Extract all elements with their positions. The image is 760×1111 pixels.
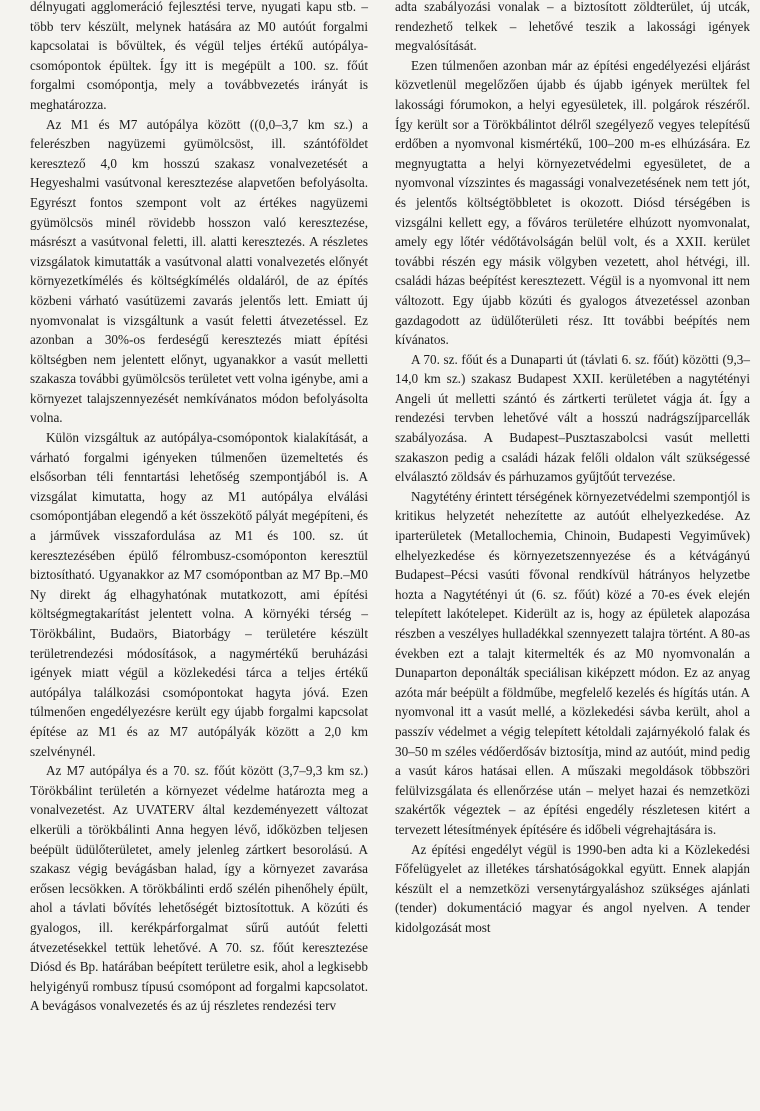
paragraph-right-3: A 70. sz. főút és a Dunaparti út (távlati 6. sz. főút) közötti (9,3–14,0 km sz.) szakasz Budapest XXII. kerületében a nagytétényi Angeli út melletti szántó és zártkerti területet vágja át. Így a rendezési tervben lehetővé vált a hosszú nadrágszíjparcellák szabályozása. A Budapest–Pusztaszabolcsi vasút melletti szakaszon pedig a családi házak felőli oldalon vált szükségessé elválasztó zöldsáv és párhuzamos gyűjtőút tervezése. [395,351,750,485]
paragraph-left-1: délnyugati agglomeráció fejlesztési terve, nyugati kapu stb. – több terv készült, melynek hatására az M0 autóút forgalmi kapcsolatai is bővültek, és végül teljes értékű autópálya- csomópontok épültek. Így itt is megépült a 100. sz. főút forgalmi csomópontja, mely a továbbvezetés irányát is meghatározza. [30,0,368,112]
left-column [30,0,368,1111]
paragraph-left-2: Az M1 és M7 autópálya között ((0,0–3,7 km sz.) a felerészben nagyüzemi gyümölcsöst, ill. szántóföldet keresztező 4,0 km hosszú szakasz vonalvezetését a Hegyeshalmi vasútvonal keresztezése alapvetően befolyásolta. Egyrészt fontos szempont volt az értékes nagyüzemi gyümölcsös minél rövidebb hosszon való keresztezése, másrészt a vasútvonal feletti, ill. alatti keresztezés. A részletes vizsgálatok kimutatták a vasútvonal alatti vonalvezetés előnyét környezetkímélés és költségkímélés oldaláról, de az építés közbeni várható vasútüzemi zavarás jelentős lett. Emiatt új nyomvonalat is vizsgáltunk a vasút feletti átvezetéssel. Ez azonban a 30%-os ferdeségű keresztezés miatt építési költségben nem jelentett előnyt, ugyanakkor a vasút melletti szakasza további gyümölcsös területet vett volna igénybe, ami a környezet talajszennyezését nemkívánatos módon befolyásolta volna. [30,116,369,426]
paragraph-right-5: Az építési engedélyt végül is 1990-ben adta ki a Közlekedési Főfelügyelet az illetékes társhatóságokkal együtt. Ennek alapján készült el a nemzetközi versenytárgyaláshoz szükséges ajánlati (tender) dokumentáció magyar és angol nyelven. A tender kidolgozását most [395,841,750,935]
right-column [395,0,750,1111]
paragraph-right-4: Nagytétény érintett térségének környezetvédelmi szempontjól is kritikus helyzetét nehezítette az autóút elhelyezkedése. Az iparterületek (Metallochemia, Chinoin, Budapesti Vegyiművek) elhelyezkedése és környezetszennyezése és a kétvágányú Budapest–Pécsi vasúti fővonal rendkívül hátrányos helyzetbe hozta a Nagytétényi út (6. sz. főút) közé a 70-es évek elején telepített lakótelepet. Kiderült az is, hogy az épületek alapozása részben a veszélyes hulladékkal szennyezett talajra történt. A 80-as években ezt a talajt kitermelték és az M0 nyomvonalán a Dunaparton deponálták speciálisan kiképzett módon. Ez az anyag azóta már beépült a földműbe, megfelelő kezelés és hígítás után. A nyomvonal itt a vasút mellé, a közlekedési sávba került, ahol a passzív védelmet a végig telepített kétoldali zajárnyékoló falak és 30–50 m széles védőerdősáv biztosítja, mind az autóút, mind pedig a vasút káros hatásai ellen. A műszaki megoldások többszöri felülvizsgálata és ellenőrzése után – melyet hazai és nemzetközi szakértők végeztek – az építési engedély részletesen kitért a tervezett létesítmények építésére és időbeli végrehajtására is. [395,488,750,837]
paragraph-left-3: Külön vizsgáltuk az autópálya-csomópontok kialakítását, a várható forgalmi igényeken túlmenően üzemeltetés és elsősorban téli fenntartási lehetőség szempontjából is. A vizsgálat kimutatta, hogy az M1 autópálya elválási csomópontjában elegendő a két összekötő pályát megépíteni, és a járművek visszafordulása az M1 és 100. sz. út keresztezésében épülő félrombusz-csomóponton keresztül biztosítható. Ugyanakkor az M7 csomópontban az M7 Bp.–M0 Ny direkt ág elhagyhatónak mutatkozott, ami építési költségmegtakarítást jelentett volna. A környéki térség – Törökbálint, Budaörs, Biatorbágy – területére készült területrendezési módosítások, a nagymértékű beruházási igények miatt végül a közlekedési tárca a teljes értékű autópálya találkozási csomópontokat hagyta jóvá. Ezen túlmenően engedélyezésre került egy újabb forgalmi kapcsolat építése az M1 és az M7 autópályák között a 2,0 km szelvénynél. [30,430,368,759]
paragraph-left-4: Az M7 autópálya és a 70. sz. főút között (3,7–9,3 km sz.) Törökbálint területén a környezet védelme határozta meg a vonalvezetést. Az UVATERV által kezdeményezett változat elkerüli a törökbálinti Anna hegyen lévő, időközben teljesen beépült üdülőterületet, amely jelenleg zártkert besorolású. A szakasz végig bevágásban halad, így a környezet zavarása erősen lecsökken. A törökbálinti erdő szélén pihenőhely épült, ahol a távlati bővítés lehetőségét biztosítottuk. A közúti és gyalogos, ill. kerékpárforgalmat sűrű autóút feletti átvezetésekkel tettük lehetővé. A 70. sz. főút keresztezése Diósd és Bp. határában beépített területre esik, ahol a legkisebb helyigényű rombusz típusú csomópont ad forgalmi kapcsolatot. A bevágásos vonalvezetés és az új részletes rendezési terv [30,763,368,1014]
paragraph-right-2: Ezen túlmenően azonban már az építési engedélyezési eljárást közvetlenül megelőzően újabb és újabb igények merültek fel lakossági fórumokon, a helyi egyesületek, ill. polgárok részéről. Így került sor a Törökbálintot délről szegélyező vegyes telepítésű erdőben a nyomvonal kismértékű, 100–200 m-es elhúzására. Ez megnyugtatta a helyi környezetvédelmi egyesületet, de a nyomvonal vízszintes és magassági vonalvezetésének nem tett jót, és jelentős költségtöbbletet is okozott. Diósd térségében is vizsgálni kellett egy, a főváros területére elhúzott nyomvonalat, amely egy lőtér védőtávolságán belül volt, és a XXII. kerület további részén egy másik völgyben vezetett, ahol hétvégi, ill. családi házas beépítést keresztezett. Végül is a nyomvonal itt nem változott. Egy újabb közúti és gyalogos átvezetéssel azonban gazdagodott az üdülőterületi rész. Itt további beépítés nem kívánatos. [395,57,750,348]
paragraph-right-1: adta szabályozási vonalak – a biztosított zöldterület, új utcák, rendezhető telkek – lehetővé teszik a lakossági igények megvalósítását. [395,0,750,54]
